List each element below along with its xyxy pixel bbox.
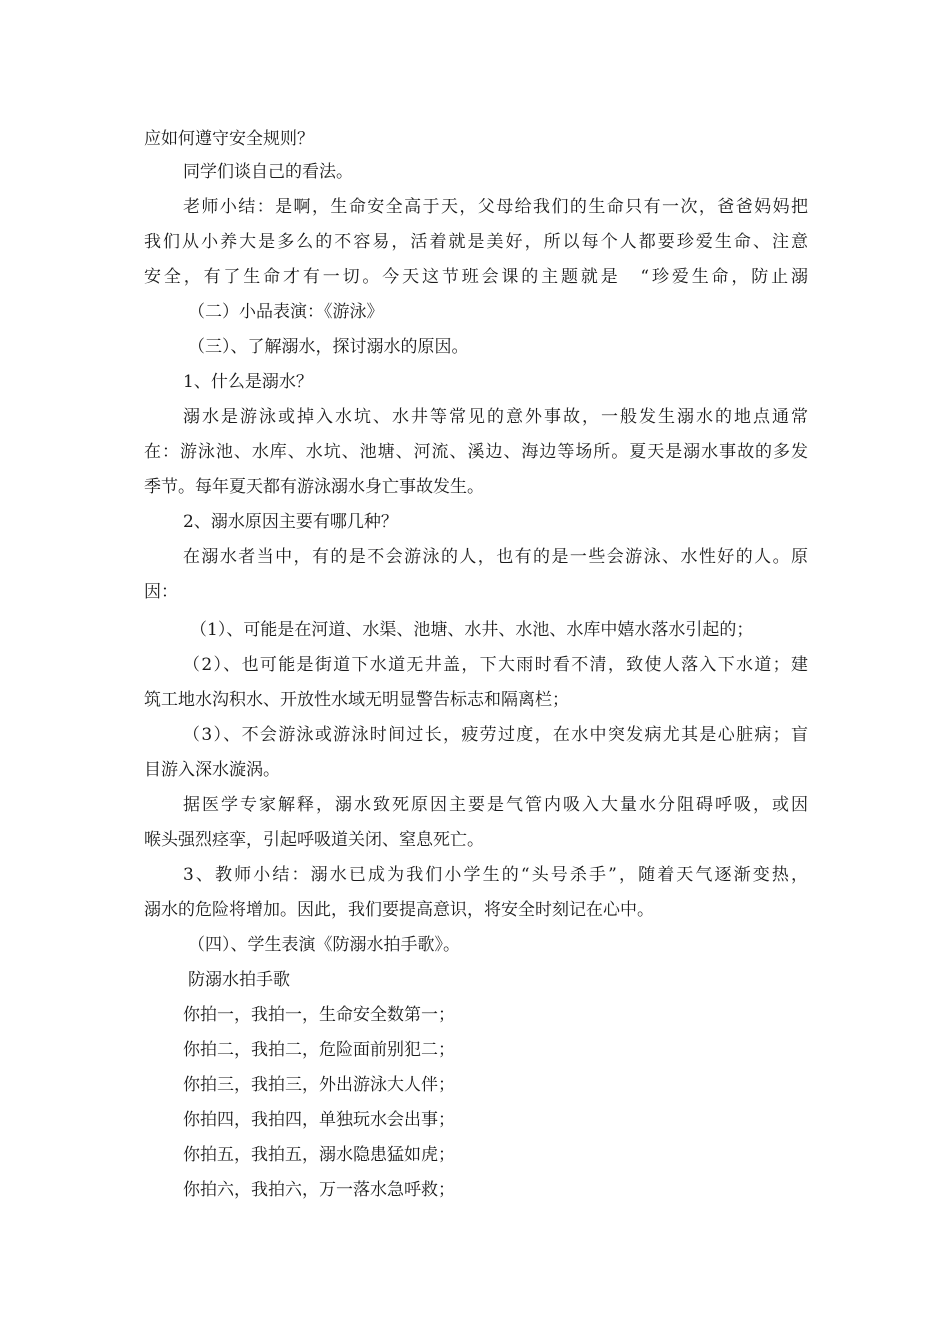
song-title: 防溺水拍手歌 xyxy=(188,970,290,990)
text-line: 我们从小养大是多么的不容易，活着就是美好，所以每个人都要珍爱生命、注意 xyxy=(144,232,808,252)
text-line: 3、教师小结：溺水已成为我们小学生的“头号杀手”，随着天气逐渐变热， xyxy=(183,865,808,885)
song-line: 你拍三，我拍三，外出游泳大人伴； xyxy=(183,1075,455,1095)
subsection-heading: 1、什么是溺水？ xyxy=(183,372,313,392)
text-line: 溺水是游泳或掉入水坑、水井等常见的意外事故，一般发生溺水的地点通常 xyxy=(183,407,808,427)
section-heading: （二）小品表演：《游泳》 xyxy=(188,302,384,322)
text-line: 同学们谈自己的看法。 xyxy=(183,162,353,182)
song-line: 你拍一，我拍一，生命安全数第一； xyxy=(183,1005,455,1025)
text-line: 老师小结：是啊，生命安全高于天，父母给我们的生命只有一次，爸爸妈妈把 xyxy=(183,197,808,217)
text-line: 在：游泳池、水库、水坑、池塘、河流、溪边、海边等场所。夏天是溺水事故的多发 xyxy=(144,442,808,462)
list-item: （1）、可能是在河道、水渠、池塘、水井、水池、水库中嬉水落水引起的； xyxy=(190,620,754,640)
song-line: 你拍二，我拍二，危险面前别犯二； xyxy=(183,1040,455,1060)
text-line: 应如何遵守安全规则？ xyxy=(144,129,314,149)
text-line: 季节。每年夏天都有游泳溺水身亡事故发生。 xyxy=(144,477,484,497)
text-line: 安全，有了生命才有一切。今天这节班会课的主题就是 “珍爱生命，防止溺 xyxy=(144,267,808,287)
section-heading: （四）、学生表演《防溺水拍手歌》。 xyxy=(188,935,460,955)
text-line: 喉头强烈痉挛，引起呼吸道关闭、窒息死亡。 xyxy=(144,830,484,850)
list-item: （2）、也可能是街道下水道无井盖，下大雨时看不清，致使人落入下水道；建 xyxy=(183,655,808,675)
text-line: 溺水的危险将增加。因此，我们要提高意识，将安全时刻记在心中。 xyxy=(144,900,654,920)
text-line: 筑工地水沟积水、开放性水域无明显警告标志和隔离栏； xyxy=(144,690,569,710)
text-line: 在溺水者当中，有的是不会游泳的人，也有的是一些会游泳、水性好的人。原 xyxy=(183,547,808,567)
text-line: 据医学专家解释，溺水致死原因主要是气管内吸入大量水分阻碍呼吸，或因 xyxy=(183,795,808,815)
subsection-heading: 2、溺水原因主要有哪几种？ xyxy=(183,512,398,532)
text-line: 因： xyxy=(144,582,178,602)
list-item: （3）、不会游泳或游泳时间过长，疲劳过度，在水中突发病尤其是心脏病；盲 xyxy=(183,725,808,745)
song-line: 你拍六，我拍六，万一落水急呼救； xyxy=(183,1180,455,1200)
section-heading: （三）、了解溺水，探讨溺水的原因。 xyxy=(188,337,469,357)
song-line: 你拍五，我拍五，溺水隐患猛如虎； xyxy=(183,1145,455,1165)
song-line: 你拍四，我拍四，单独玩水会出事； xyxy=(183,1110,455,1130)
text-line: 目游入深水漩涡。 xyxy=(144,760,280,780)
